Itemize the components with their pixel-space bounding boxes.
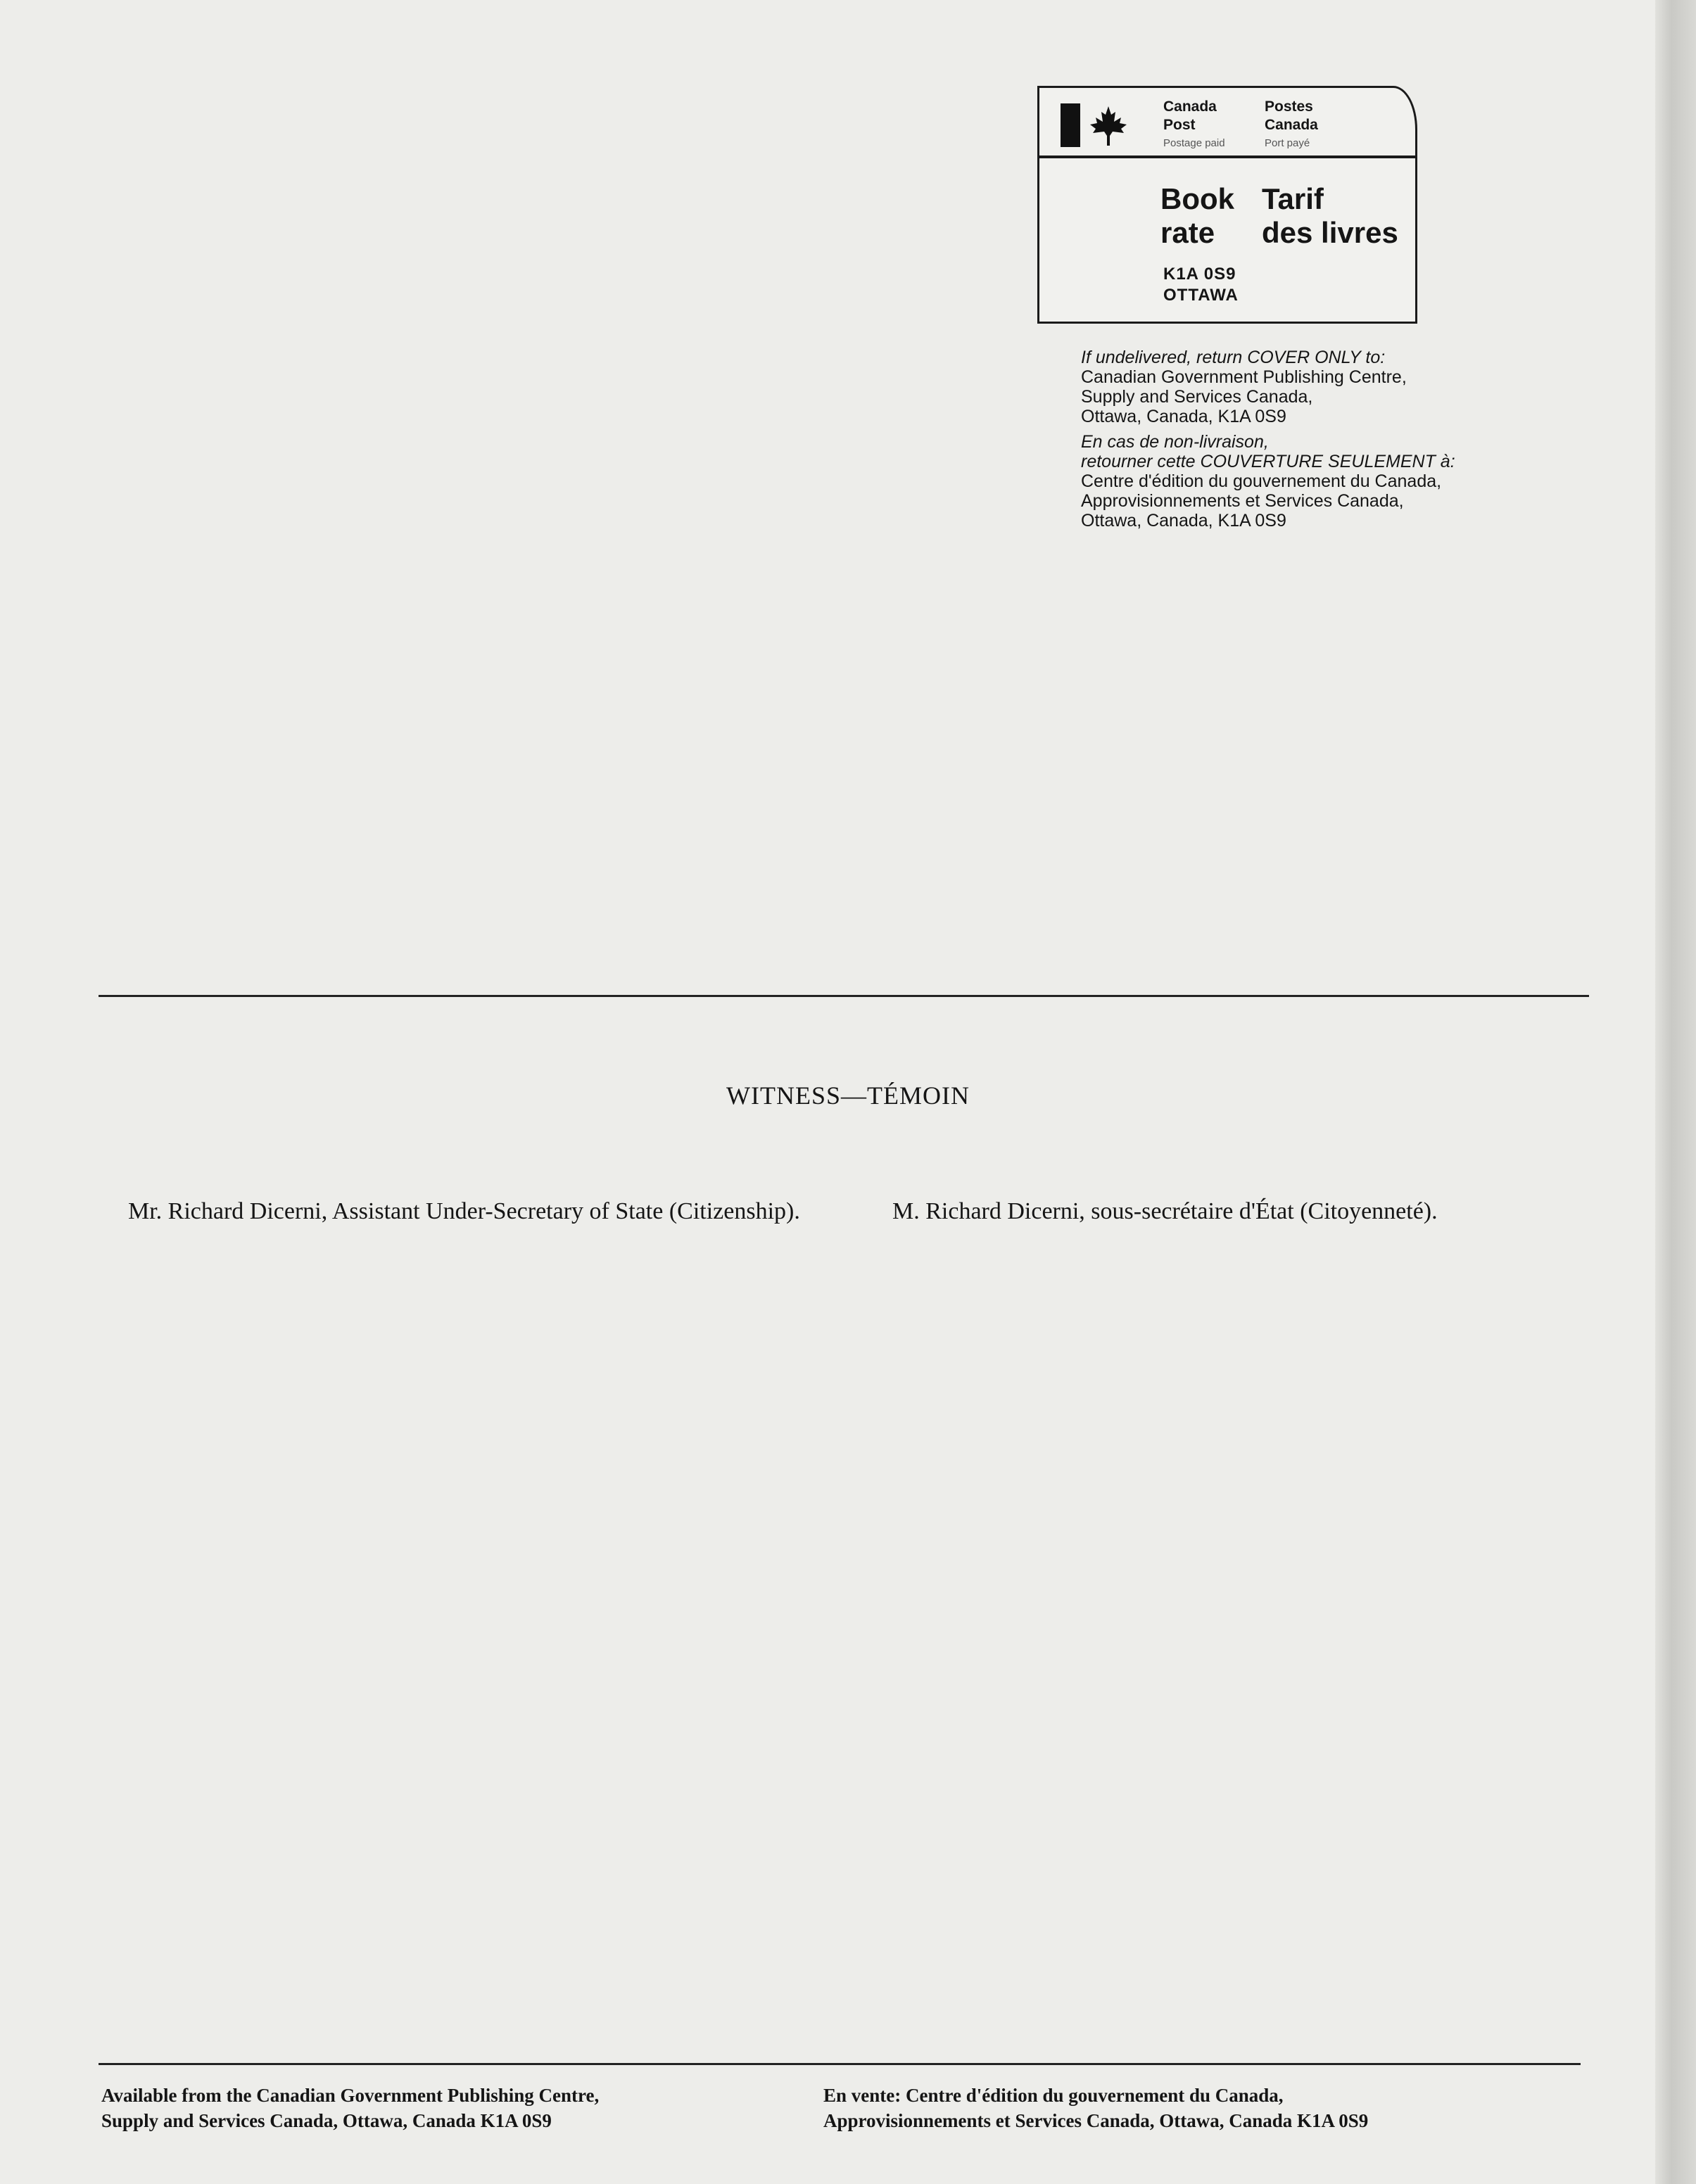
postal-city: OTTAWA xyxy=(1163,286,1239,305)
canada-en: Canada xyxy=(1163,99,1217,115)
tarif-word: Tarif xyxy=(1262,182,1324,215)
footer-english xyxy=(101,2083,805,2133)
return-fr-line5: Ottawa, Canada, K1A 0S9 xyxy=(1081,511,1286,531)
postal-address xyxy=(1163,264,1239,306)
return-en-line1: If undelivered, return COVER ONLY to: xyxy=(1081,348,1386,367)
return-fr-line4: Approvisionnements et Services Canada, xyxy=(1081,491,1404,511)
footer-french xyxy=(823,2083,1569,2133)
footer-en-line2: Supply and Services Canada, Ottawa, Canada K1A 0S9 xyxy=(101,2110,552,2131)
return-en-line4: Ottawa, Canada, K1A 0S9 xyxy=(1081,407,1286,426)
postes-fr: Postes xyxy=(1265,99,1313,115)
book-word: Book xyxy=(1160,182,1234,215)
postage-indicia xyxy=(1037,86,1417,324)
return-fr-line2: retourner cette COUVERTURE SEULEMENT à: xyxy=(1081,452,1455,471)
top-divider xyxy=(99,995,1589,997)
witness-french: M. Richard Dicerni, sous-secrétaire d'État (Citoyenneté). xyxy=(892,1198,1438,1224)
postal-code: K1A 0S9 xyxy=(1163,265,1236,284)
footer-fr-line1: En vente: Centre d'édition du gouvernement du Canada, xyxy=(823,2085,1284,2106)
rate-word: rate xyxy=(1160,216,1215,249)
canada-fr: Canada xyxy=(1265,117,1318,133)
des-livres-word: des livres xyxy=(1262,216,1398,249)
show-through-texture-left xyxy=(84,211,830,1801)
postes-canada-label xyxy=(1265,98,1318,153)
maple-leaf-icon xyxy=(1086,103,1131,148)
witness-english: Mr. Richard Dicerni, Assistant Under-Secretary of State (Citizenship). xyxy=(128,1198,800,1224)
port-paye-fr: Port payé xyxy=(1265,137,1310,149)
postage-paid-en: Postage paid xyxy=(1163,137,1225,149)
post-en: Post xyxy=(1163,117,1196,133)
indicia-header xyxy=(1039,88,1415,158)
footer-fr-line2: Approvisionnements et Services Canada, Ottawa, Canada K1A 0S9 xyxy=(823,2110,1369,2131)
witness-heading: WITNESS—TÉMOIN xyxy=(726,1081,970,1110)
flag-bar xyxy=(1061,103,1080,147)
canada-post-label xyxy=(1163,98,1225,153)
return-en-line2: Canadian Government Publishing Centre, xyxy=(1081,367,1407,387)
return-en-line3: Supply and Services Canada, xyxy=(1081,387,1313,407)
footer-en-line1: Available from the Canadian Government Publishing Centre, xyxy=(101,2085,600,2106)
book-rate-label xyxy=(1160,182,1234,250)
tarif-des-livres-label xyxy=(1262,182,1398,250)
footer-divider xyxy=(99,2063,1581,2065)
return-fr-line1: En cas de non-livraison, xyxy=(1081,432,1269,452)
return-address-block xyxy=(1081,348,1475,531)
return-fr-line3: Centre d'édition du gouvernement du Canada, xyxy=(1081,471,1442,491)
